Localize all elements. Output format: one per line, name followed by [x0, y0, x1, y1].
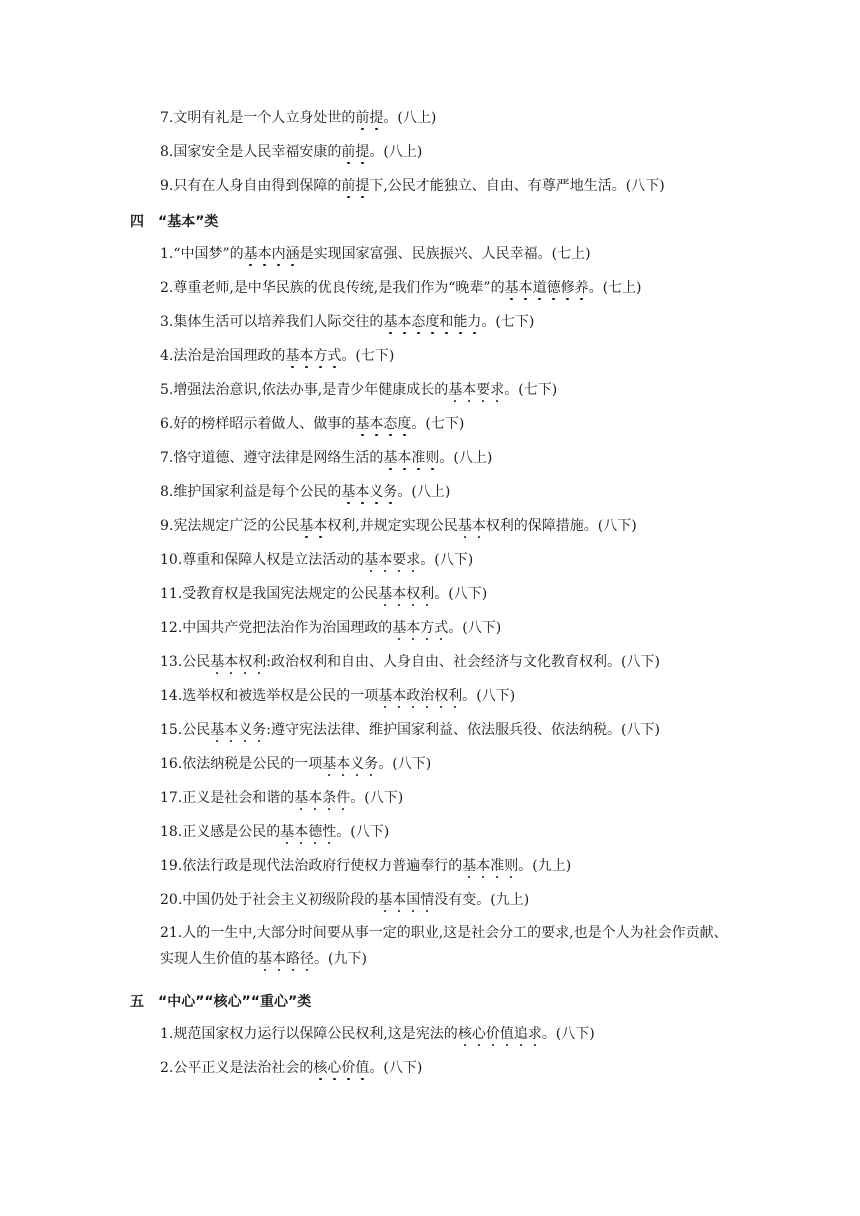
section-heading [130, 992, 311, 1012]
emphasis-char: 涵 [285, 246, 300, 262]
emphasis-char: 本 [397, 450, 412, 466]
emphasis-char: 本 [392, 688, 407, 704]
list-item [160, 516, 740, 536]
emphasis-char: 态 [383, 416, 398, 432]
emphasis-char: 件 [336, 790, 351, 806]
emphasis-char: 基 [243, 246, 258, 262]
emphasis-char: 德 [308, 824, 323, 840]
emphasis-char: 基 [285, 348, 300, 364]
text-segment: 。(八下) [369, 1060, 423, 1076]
emphasis-text [341, 178, 369, 194]
text-segment: 9.只有在人身自由得到保障的 [160, 178, 342, 194]
list-item [160, 788, 740, 808]
text-segment: 。(八上) [397, 484, 451, 500]
text-segment: 。(八下) [336, 824, 390, 840]
emphasis-char: 义 [369, 484, 384, 500]
emphasis-text [378, 892, 434, 908]
emphasis-text [383, 314, 481, 330]
emphasis-char: 式 [327, 348, 342, 364]
emphasis-char: 和 [439, 314, 454, 330]
emphasis-char: 前 [341, 178, 356, 194]
text-segment: 5.增强法治意识,依法办事,是青少年健康成长的 [160, 382, 449, 398]
text-segment: 。(九上) [518, 858, 572, 874]
text-segment: 下,公民才能独立、自由、有尊严地生活。(八下) [369, 178, 665, 194]
emphasis-text [383, 450, 439, 466]
text-segment: 。(八下) [378, 756, 432, 772]
emphasis-char: 核 [457, 1026, 472, 1042]
emphasis-char: 本 [471, 518, 486, 534]
emphasis-char: 权 [406, 586, 421, 602]
emphasis-char: 本 [224, 654, 239, 670]
emphasis-text [378, 688, 462, 704]
emphasis-char: 权 [238, 654, 253, 670]
emphasis-char: 度 [425, 314, 440, 330]
emphasis-char: 基 [322, 756, 337, 772]
emphasis-text [258, 951, 314, 967]
text-segment: 。(八下) [462, 688, 516, 704]
list-item [160, 380, 740, 400]
text-segment: 。(七上) [588, 280, 642, 296]
text-segment: 16.依法纳税是公民的一项 [160, 756, 323, 772]
emphasis-text [448, 382, 504, 398]
text-segment: 。(八下) [434, 586, 488, 602]
emphasis-char: 基 [504, 280, 519, 296]
list-item [160, 414, 740, 434]
text-segment: 。(七下) [504, 382, 558, 398]
text-segment: 7.恪守道德、遵守法律是网络生活的 [160, 450, 384, 466]
emphasis-char: 道 [532, 280, 547, 296]
list-item [160, 448, 740, 468]
emphasis-char: 本 [369, 416, 384, 432]
text-segment: 6.好的榜样昭示着做人、做事的 [160, 416, 356, 432]
emphasis-text [458, 1026, 542, 1042]
text-segment: 15.公民 [160, 722, 211, 738]
emphasis-char: 基 [280, 824, 295, 840]
text-segment: 1.“中国梦”的 [160, 246, 244, 262]
text-segment: 10.尊重和保障人权是立法活动的 [160, 552, 365, 568]
emphasis-char: 追 [513, 1026, 528, 1042]
emphasis-char: 务 [364, 756, 379, 772]
emphasis-text [355, 416, 411, 432]
emphasis-text [299, 518, 327, 534]
list-item [160, 890, 740, 910]
text-segment: 8.维护国家利益是每个公民的 [160, 484, 342, 500]
emphasis-char: 本 [392, 892, 407, 908]
emphasis-char: 政 [406, 688, 421, 704]
section-title: “中心”“核心”“重心”类 [158, 994, 312, 1010]
emphasis-text [294, 790, 350, 806]
emphasis-char: 本 [406, 620, 421, 636]
text-segment: 20.中国仍处于社会主义初级阶段的 [160, 892, 379, 908]
emphasis-char: 本 [257, 246, 272, 262]
text-segment: :遵守宪法法律、维护国家利益、依法服兵役、依法纳税。(八下) [266, 722, 660, 738]
section-number: 四 [130, 214, 144, 230]
emphasis-char: 修 [560, 280, 575, 296]
emphasis-char: 基 [378, 892, 393, 908]
emphasis-char: 本 [224, 722, 239, 738]
text-segment: 7.文明有礼是一个人立身处世的 [160, 110, 356, 126]
emphasis-char: 式 [434, 620, 449, 636]
emphasis-char: 本 [272, 951, 286, 967]
emphasis-char: 基 [364, 552, 379, 568]
text-segment: 19.依法行政是现代法治政府行使权力普遍奉行的 [160, 858, 463, 874]
emphasis-char: 前 [341, 144, 356, 160]
text-segment: 没有变。(九上) [434, 892, 530, 908]
emphasis-text [210, 722, 266, 738]
emphasis-char: 基 [378, 688, 393, 704]
emphasis-char: 务 [383, 484, 398, 500]
emphasis-text [313, 1060, 369, 1076]
emphasis-char: 要 [476, 382, 491, 398]
emphasis-char: 情 [420, 892, 435, 908]
list-item [160, 482, 740, 502]
emphasis-char: 基 [392, 620, 407, 636]
emphasis-char: 本 [313, 518, 328, 534]
text-segment: 权利,并规定实现公民 [327, 518, 458, 534]
text-segment: 2.尊重老师,是中华民族的优良传统,是我们作为“晚辈”的 [160, 280, 505, 296]
emphasis-char: 提 [355, 178, 370, 194]
text-segment: 2.公平正义是法治社会的 [160, 1060, 314, 1076]
emphasis-char: 基 [210, 722, 225, 738]
text-segment: 18.正义感是公民的 [160, 824, 281, 840]
text-segment: 。(八上) [383, 110, 437, 126]
emphasis-text [364, 552, 420, 568]
emphasis-text [462, 858, 518, 874]
list-item [160, 856, 740, 876]
section-title: “基本”类 [158, 214, 219, 230]
emphasis-char: 本 [462, 382, 477, 398]
emphasis-char: 利 [252, 654, 267, 670]
text-segment: 12.中国共产党把法治作为治国理政的 [160, 620, 393, 636]
emphasis-char: 态 [411, 314, 426, 330]
emphasis-char: 求 [406, 552, 421, 568]
text-segment: 。(七下) [341, 348, 395, 364]
emphasis-char: 本 [355, 484, 370, 500]
emphasis-char: 本 [299, 348, 314, 364]
emphasis-text [322, 756, 378, 772]
emphasis-char: 路 [286, 951, 300, 967]
emphasis-char: 本 [392, 586, 407, 602]
emphasis-char: 德 [546, 280, 561, 296]
emphasis-char: 值 [499, 1026, 514, 1042]
list-item [160, 108, 740, 128]
emphasis-char: 务 [252, 722, 267, 738]
emphasis-char: 内 [271, 246, 286, 262]
emphasis-text [392, 620, 448, 636]
emphasis-char: 则 [425, 450, 440, 466]
emphasis-char: 权 [434, 688, 449, 704]
text-segment: 17.正义是社会和谐的 [160, 790, 295, 806]
emphasis-char: 基 [462, 858, 477, 874]
emphasis-char: 要 [392, 552, 407, 568]
text-segment: 21.人的一生中,大部分时间要从事一定的职业,这是社会分工的要求,也是个人为社会作贡献、实现人生价值的 [160, 925, 728, 967]
text-segment: 。(九下) [314, 951, 367, 967]
emphasis-char: 本 [476, 858, 491, 874]
emphasis-char: 基 [341, 484, 356, 500]
emphasis-char: 度 [397, 416, 412, 432]
list-item [160, 312, 740, 332]
emphasis-char: 基 [383, 450, 398, 466]
list-item [160, 686, 740, 706]
emphasis-text [341, 484, 397, 500]
list-item [160, 822, 740, 842]
text-segment: 3.集体生活可以培养我们人际交往的 [160, 314, 384, 330]
emphasis-char: 治 [420, 688, 435, 704]
text-segment: 4.法治是治国理政的 [160, 348, 286, 364]
section-heading [130, 212, 218, 232]
emphasis-char: 则 [504, 858, 519, 874]
emphasis-char: 本 [336, 756, 351, 772]
emphasis-char: 本 [397, 314, 412, 330]
text-segment: 。(八下) [541, 1026, 595, 1042]
list-item [160, 652, 740, 672]
emphasis-char: 基 [299, 518, 314, 534]
text-segment: 14.选举权和被选举权是公民的一项 [160, 688, 379, 704]
emphasis-text [341, 144, 369, 160]
text-segment: 。(八下) [350, 790, 404, 806]
list-item [160, 1024, 740, 1044]
emphasis-char: 养 [574, 280, 589, 296]
emphasis-char: 价 [485, 1026, 500, 1042]
text-segment: 。(八上) [369, 144, 423, 160]
emphasis-char: 提 [355, 144, 370, 160]
emphasis-char: 价 [341, 1060, 356, 1076]
emphasis-char: 基 [210, 654, 225, 670]
list-item [160, 584, 740, 604]
emphasis-char: 基 [378, 586, 393, 602]
section-number: 五 [130, 994, 144, 1010]
text-segment: 11.受教育权是我国宪法规定的公民 [160, 586, 379, 602]
list-item [160, 142, 740, 162]
emphasis-char: 本 [294, 824, 309, 840]
emphasis-char: 提 [369, 110, 384, 126]
emphasis-char: 基 [355, 416, 370, 432]
list-item [160, 176, 740, 196]
emphasis-char: 方 [313, 348, 328, 364]
text-segment: 8.国家安全是人民幸福安康的 [160, 144, 342, 160]
list-item [160, 278, 740, 298]
emphasis-char: 基 [448, 382, 463, 398]
text-segment: 是实现国家富强、民族振兴、人民幸福。(七上) [299, 246, 591, 262]
emphasis-char: 心 [471, 1026, 486, 1042]
emphasis-char: 本 [518, 280, 533, 296]
emphasis-char: 条 [322, 790, 337, 806]
list-item [160, 618, 740, 638]
emphasis-char: 值 [355, 1060, 370, 1076]
list-item [160, 1058, 740, 1078]
emphasis-char: 核 [313, 1060, 328, 1076]
emphasis-text [458, 518, 486, 534]
emphasis-char: 义 [238, 722, 253, 738]
emphasis-char: 性 [322, 824, 337, 840]
emphasis-char: 前 [355, 110, 370, 126]
list-item [160, 550, 740, 570]
list-item [160, 346, 740, 366]
text-segment: 9.宪法规定广泛的公民 [160, 518, 300, 534]
emphasis-char: 基 [457, 518, 472, 534]
emphasis-char: 基 [383, 314, 398, 330]
list-item [160, 754, 740, 774]
emphasis-char: 利 [448, 688, 463, 704]
emphasis-char: 利 [420, 586, 435, 602]
list-item [160, 720, 740, 740]
emphasis-text [244, 246, 300, 262]
emphasis-char: 径 [300, 951, 314, 967]
text-segment: 。(八上) [439, 450, 493, 466]
emphasis-char: 方 [420, 620, 435, 636]
text-segment: 。(七下) [481, 314, 535, 330]
emphasis-char: 能 [453, 314, 468, 330]
text-segment: 权利的保障措施。(八下) [485, 518, 637, 534]
emphasis-char: 义 [350, 756, 365, 772]
text-segment: 。(八下) [448, 620, 502, 636]
emphasis-char: 基 [294, 790, 309, 806]
emphasis-char: 力 [467, 314, 482, 330]
emphasis-text [280, 824, 336, 840]
list-item [160, 920, 732, 972]
text-segment: :政治权利和自由、人身自由、社会经济与文化教育权利。(八下) [266, 654, 660, 670]
emphasis-text [378, 586, 434, 602]
text-segment: 。(八下) [420, 552, 474, 568]
emphasis-char: 心 [327, 1060, 342, 1076]
text-segment: 13.公民 [160, 654, 211, 670]
emphasis-text [210, 654, 266, 670]
emphasis-char: 本 [378, 552, 393, 568]
emphasis-text [285, 348, 341, 364]
emphasis-char: 求 [490, 382, 505, 398]
emphasis-text [505, 280, 589, 296]
emphasis-char: 准 [411, 450, 426, 466]
text-segment: 。(七下) [411, 416, 465, 432]
emphasis-char: 基 [258, 951, 272, 967]
emphasis-char: 国 [406, 892, 421, 908]
list-item [160, 244, 740, 264]
text-segment: 1.规范国家权力运行以保障公民权利,这是宪法的 [160, 1026, 458, 1042]
emphasis-char: 本 [308, 790, 323, 806]
emphasis-text [355, 110, 383, 126]
emphasis-char: 准 [490, 858, 505, 874]
emphasis-char: 求 [527, 1026, 542, 1042]
